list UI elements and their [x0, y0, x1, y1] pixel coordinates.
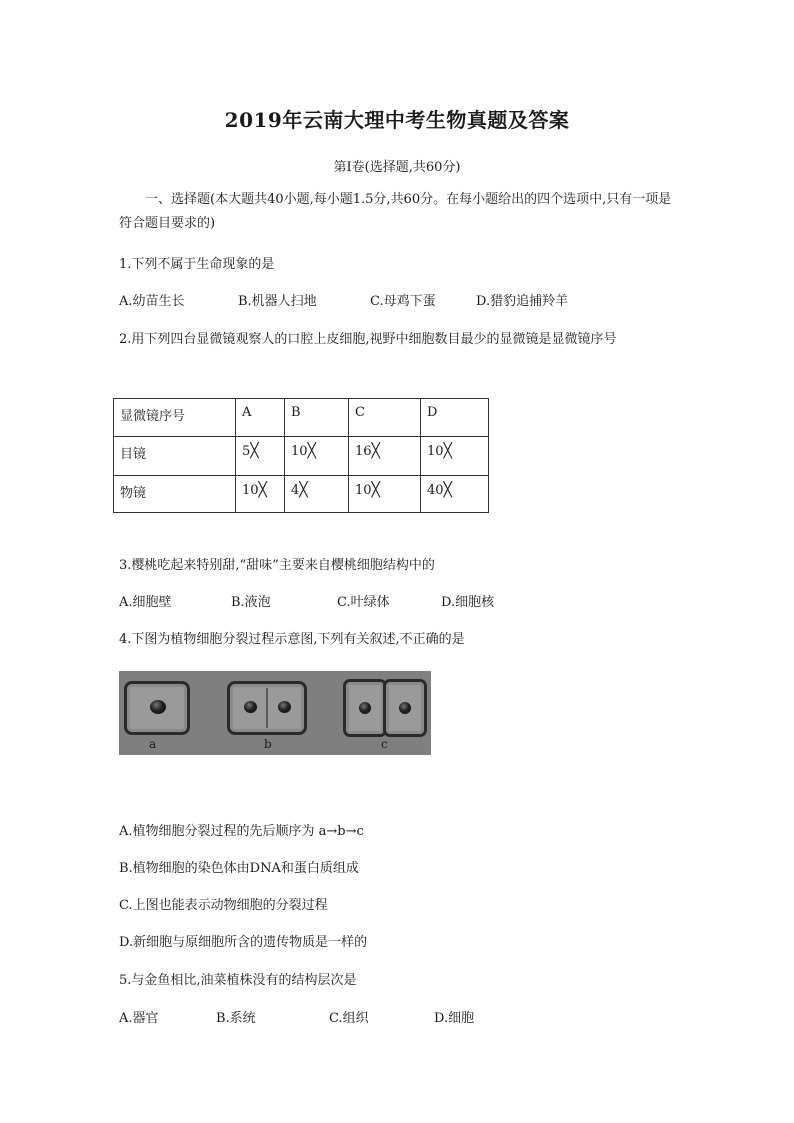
nucleus: [278, 701, 291, 713]
figure-label-c: c: [381, 737, 388, 751]
table-cell: [285, 437, 349, 476]
times-mark: ╳: [250, 443, 259, 459]
section-instructions: 一、选择题(本大题共40小题,每小题1.5分,共60分。在每小题给出的四个选项中,只有一项是符合题目要求的): [119, 192, 672, 231]
magnification-value: 10: [427, 444, 444, 459]
question-4-stem: 4.下图为植物细胞分裂过程示意图,下列有关叙述,不正确的是: [119, 632, 465, 647]
section-subtitle: 第Ⅰ卷(选择题,共60分): [333, 160, 461, 175]
table-row-label: 目镜: [114, 437, 236, 476]
table-header-cell: B: [285, 399, 349, 437]
question-3-option-c: C.叶绿体: [337, 595, 390, 610]
magnification-value: 40: [427, 483, 444, 498]
table-header-cell: D: [421, 399, 489, 437]
question-5-option-d: D.细胞: [434, 1011, 475, 1026]
question-2-stem: 2.用下列四台显微镜观察人的口腔上皮细胞,视野中细胞数目最少的显微镜是显微镜序号: [119, 332, 617, 347]
cell-a: [124, 681, 190, 735]
cell-b: [227, 681, 307, 735]
table-header-cell: 显微镜序号: [114, 399, 236, 437]
table-row: [114, 476, 489, 513]
nucleus: [244, 701, 257, 713]
table-header-row: [114, 399, 489, 437]
table-cell: [421, 437, 489, 476]
table-cell: [236, 437, 285, 476]
times-mark: ╳: [258, 482, 267, 498]
table-header-cell: C: [349, 399, 421, 437]
question-5-option-a: A.器官: [119, 1011, 159, 1026]
table-header-cell: A: [236, 399, 285, 437]
times-mark: ╳: [299, 482, 308, 498]
question-1-option-c: C.母鸡下蛋: [370, 294, 436, 309]
question-1-option-b: B.机器人扫地: [238, 294, 317, 309]
question-4-option-d: D.新细胞与原细胞所含的遗传物质是一样的: [119, 935, 368, 950]
times-mark: ╳: [443, 443, 452, 459]
figure-label-b: b: [264, 737, 272, 751]
question-5-option-b: B.系统: [216, 1011, 256, 1026]
table-row: [114, 437, 489, 476]
nucleus: [359, 702, 371, 714]
question-5-stem: 5.与金鱼相比,油菜植株没有的结构层次是: [119, 973, 357, 988]
question-4-option-a: A.植物细胞分裂过程的先后顺序为 a→b→c: [119, 824, 364, 839]
question-4-option-c: C.上图也能表示动物细胞的分裂过程: [119, 898, 328, 913]
question-1-stem: 1.下列不属于生命现象的是: [119, 257, 275, 272]
question-3-option-a: A.细胞壁: [119, 595, 172, 610]
division-line: [266, 688, 268, 728]
question-3-stem: 3.樱桃吃起来特别甜,“甜味”主要来自樱桃细胞结构中的: [119, 558, 435, 573]
table-row-label: 物镜: [114, 476, 236, 513]
question-3-option-d: D.细胞核: [441, 595, 495, 610]
times-mark: ╳: [371, 443, 380, 459]
magnification-value: 4: [291, 483, 300, 498]
question-3-option-b: B.液泡: [231, 595, 271, 610]
question-1-option-a: A.幼苗生长: [119, 294, 185, 309]
magnification-value: 10: [355, 483, 372, 498]
table-cell: [285, 476, 349, 513]
magnification-value: 10: [242, 483, 259, 498]
magnification-value: 5: [242, 444, 251, 459]
nucleus: [150, 700, 166, 714]
question-1-option-d: D.猎豹追捕羚羊: [476, 294, 569, 309]
question-5-option-c: C.组织: [329, 1011, 369, 1026]
microscope-table: [113, 398, 489, 513]
question-4-option-b: B.植物细胞的染色体由DNA和蛋白质组成: [119, 861, 359, 876]
page-title: 2019年云南大理中考生物真题及答案: [224, 108, 570, 132]
table-cell: [421, 476, 489, 513]
cell-c-right: [383, 679, 427, 737]
cell-c-left: [343, 679, 387, 737]
magnification-value: 10: [291, 444, 308, 459]
magnification-value: 16: [355, 444, 372, 459]
table-cell: [349, 476, 421, 513]
times-mark: ╳: [307, 443, 316, 459]
nucleus: [399, 702, 411, 714]
table-cell: [236, 476, 285, 513]
cell-division-figure: [119, 671, 431, 755]
times-mark: ╳: [443, 482, 452, 498]
times-mark: ╳: [371, 482, 380, 498]
figure-label-a: a: [149, 737, 157, 751]
table-cell: [349, 437, 421, 476]
